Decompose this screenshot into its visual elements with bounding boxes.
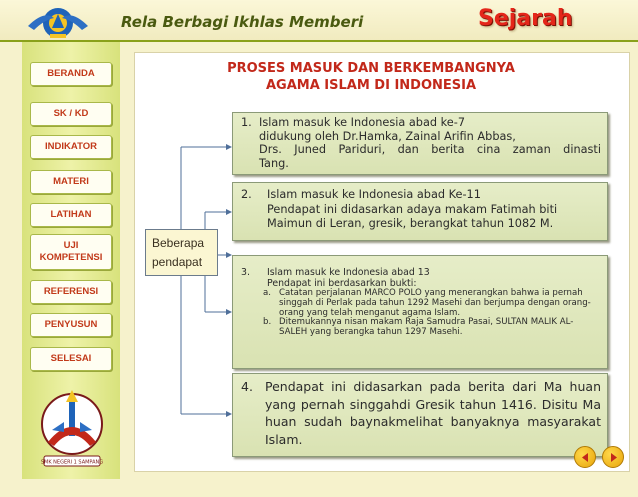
opinion-2-line-1: Islam masuk ke Indonesia abad Ke-11 — [267, 188, 481, 201]
tut-wuri-handayani-logo-icon — [24, 4, 92, 44]
opinion-1-number: 1. — [241, 116, 252, 129]
opinion-box-3 — [232, 255, 608, 369]
opinion-box-4 — [232, 373, 608, 457]
nav-materi[interactable]: MATERI — [30, 170, 112, 194]
school-logo-icon — [34, 372, 110, 492]
nav-indikator[interactable]: INDIKATOR — [30, 135, 112, 159]
opinion-1-line-2: didukung oleh Dr.Hamka, Zainal Arifin Abbas, — [259, 129, 516, 143]
opinion-1-line-1: Islam masuk ke Indonesia abad ke-7 — [259, 116, 466, 129]
opinion-3-point-a-number: a. — [263, 288, 271, 298]
opinions-label — [145, 229, 218, 276]
opinion-2-line-3: Maimun di Leran, gresik, berangkat tahun 1082 M. — [267, 217, 554, 230]
opinion-3-point-b-text: Ditemukannya nisan makam Raja Samudra Pasai, SULTAN MALIK AL-SALEH yang berangka tahun 1297 Masehi. — [279, 317, 574, 338]
opinion-4-number: 4. — [241, 379, 253, 394]
opinion-3-point-b-number: b. — [263, 317, 272, 328]
opinion-3-point-b — [263, 318, 601, 338]
nav-beranda[interactable]: BERANDA — [30, 62, 112, 86]
arrow-left-icon[interactable] — [574, 446, 596, 468]
nav-sk-kd[interactable]: SK / KD — [30, 102, 112, 126]
heading-line-1: PROSES MASUK DAN BERKEMBANGNYA — [227, 61, 515, 76]
svg-text:SMK NEGERI 1 SAMPANG: SMK NEGERI 1 SAMPANG — [40, 459, 104, 466]
opinion-3-line-2: Pendapat ini berdasarkan bukti: — [267, 277, 417, 289]
opinion-box-2 — [232, 182, 608, 241]
sidebar — [22, 42, 120, 479]
section-title: Sejarah — [478, 6, 573, 31]
label-line-2: pendapat — [152, 255, 203, 269]
label-line-1: Beberapa — [152, 236, 205, 250]
opinion-box-1 — [232, 112, 608, 175]
opinion-2-line-2: Pendapat ini didasarkan adaya makam Fatimah biti — [267, 202, 558, 216]
opinion-3-line-1: Islam masuk ke Indonesia abad 13 — [267, 267, 430, 278]
nav-selesai[interactable]: SELESAI — [30, 347, 112, 371]
opinion-2-number: 2. — [241, 188, 252, 201]
nav-latihan[interactable]: LATIHAN — [30, 203, 112, 227]
opinion-4-text: Pendapat ini didasarkan pada berita dari Ma huan yang pernah singgahdi Gresik tahun 1416. Disitu Ma huan sudah baynakmelihat banyaknya masyarakat Islam. — [265, 379, 601, 447]
header-bar — [0, 0, 638, 42]
opinion-1-line-4: Tang. — [259, 156, 289, 170]
nav-uji-kompetensi[interactable]: UJI KOMPETENSI — [30, 234, 112, 270]
opinion-3-point-a — [263, 289, 601, 318]
opinion-1-line-3: Drs. Juned Pariduri, dan berita cina zaman dinasti — [259, 143, 601, 156]
nav-referensi[interactable]: REFERENSI — [30, 280, 112, 304]
page-heading — [176, 60, 566, 94]
app-title: Rela Berbagi Ikhlas Memberi — [121, 13, 364, 31]
nav-penyusun[interactable]: PENYUSUN — [30, 313, 112, 337]
opinion-3-point-a-text: Catatan perjalanan MARCO POLO yang menerangkan bahwa ia pernah singgah di Perlak pada tahun 1292 Masehi dan berjumpa dengan orang-orang yang telah menganut agama Islam. — [279, 288, 591, 318]
arrow-right-icon[interactable] — [602, 446, 624, 468]
heading-line-2: AGAMA ISLAM DI INDONESIA — [265, 78, 477, 93]
opinion-3-number: 3. — [241, 267, 250, 278]
